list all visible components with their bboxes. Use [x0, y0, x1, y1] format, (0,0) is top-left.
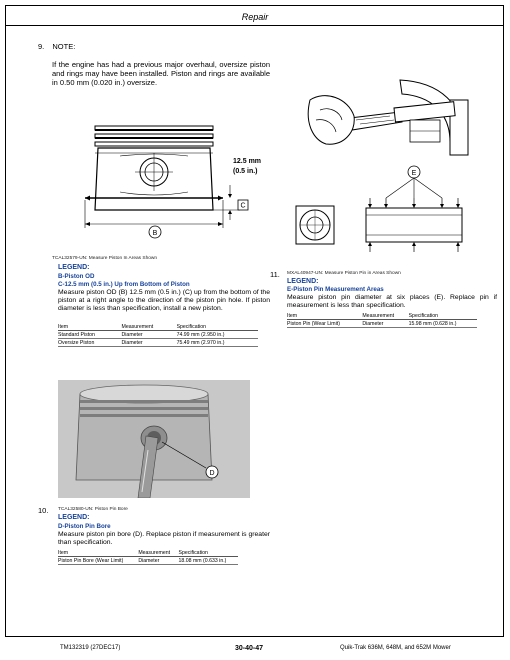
footer-doc-id: TM132319 (27DEC17)	[60, 645, 121, 651]
table-row	[58, 339, 258, 347]
table-cell: 15.98 mm (0.628 in.)	[409, 320, 477, 328]
table-cell: 18.08 mm (0.633 in.)	[179, 557, 238, 565]
table-header: Measurement	[362, 313, 408, 320]
table-header: Measurement	[138, 550, 178, 557]
step-11-legend-title: LEGEND:	[287, 278, 319, 285]
footer-page-number: 30-40-47	[235, 645, 264, 652]
step-9-legend-title: LEGEND:	[58, 264, 90, 271]
table-cell: Piston Pin Bore (Wear Limit)	[58, 557, 138, 565]
piston-pin-bore-photo	[58, 380, 250, 498]
table-cell: Diameter	[122, 339, 177, 347]
step-9-legend-b: B-Piston OD	[58, 273, 95, 280]
step-11-legend-e: E-Piston Pin Measurement Areas	[287, 286, 384, 293]
fig-label-dim-in: (0.5 in.)	[233, 168, 258, 175]
step-10-legend-d: D-Piston Pin Bore	[58, 523, 111, 530]
table-cell: Standard Piston	[58, 331, 122, 339]
table-cell: Diameter	[138, 557, 178, 565]
step-11-spec-table	[287, 313, 477, 328]
step-9-spec-table	[58, 324, 258, 347]
piston-pin-measure-figure	[290, 60, 490, 260]
step-9-legend-c: C-12.5 mm (0.5 in.) Up from Bottom of Piston	[58, 281, 190, 288]
table-cell: Diameter	[362, 320, 408, 328]
header-divider	[5, 25, 504, 26]
step-10-instructions: Measure piston pin bore (D). Replace piston if measurement is greater than specification.	[58, 531, 270, 546]
step-10-caption: TCAL32580-UN: Piston Pin Bore	[58, 507, 128, 512]
footer-product: Quik-Trak 636M, 648M, and 652M Mower	[340, 645, 451, 651]
step-10-legend-title: LEGEND:	[58, 514, 90, 521]
step-10-number: 10.	[38, 506, 49, 515]
fig-label-c: C	[240, 202, 246, 210]
table-cell: Oversize Piston	[58, 339, 122, 347]
table-header: Specification	[409, 313, 477, 320]
table-cell: 74.99 mm (2.950 in.)	[177, 331, 258, 339]
step-9-note-text: If the engine has had a previous major overhaul, oversize piston and rings may have been installed. Piston and rings are available in 0.50 mm (0.020 in.) oversize.	[52, 60, 270, 88]
step-9-note-label: NOTE:	[52, 42, 76, 51]
table-cell: Piston Pin (Wear Limit)	[287, 320, 362, 328]
step-11-instructions: Measure piston pin diameter at six places (E). Replace pin if measurement is less than specification.	[287, 294, 497, 309]
step-9-instructions: Measure piston OD (B) 12.5 mm (0.5 in.) (C) up from the bottom of the piston at a right angle to the direction of the piston pin hole. If piston diameter is less than specification, install a new piston.	[58, 289, 270, 312]
step-11-caption: MXAL40947-UN: Measure Piston Pin in Areas Shown	[287, 271, 401, 276]
table-header: Item	[58, 550, 138, 557]
fig-label-dim: 12.5 mm	[233, 158, 262, 165]
table-cell: Diameter	[122, 331, 177, 339]
table-cell: 75.49 mm (2.970 in.)	[177, 339, 258, 347]
table-row	[287, 320, 477, 328]
table-row	[58, 557, 238, 565]
fig-label-b: B	[152, 230, 158, 237]
step-10-spec-table	[58, 550, 238, 565]
step-9-number: 9.	[38, 42, 45, 51]
fig-label-d: D	[209, 470, 215, 477]
step-9-heading	[38, 42, 75, 51]
table-header: Specification	[177, 324, 258, 331]
page-header-title: Repair	[241, 12, 269, 22]
table-header: Specification	[179, 550, 238, 557]
step-9-caption: TCAL32579-UN: Measure Piston In Areas Shown	[52, 256, 158, 261]
step-11-number: 11.	[270, 270, 280, 279]
table-row	[58, 331, 258, 339]
fig-label-e: E	[411, 170, 417, 177]
table-header: Item	[287, 313, 362, 320]
piston-od-figure	[80, 120, 270, 250]
table-header: Item	[58, 324, 122, 331]
table-header: Measurement	[122, 324, 177, 331]
